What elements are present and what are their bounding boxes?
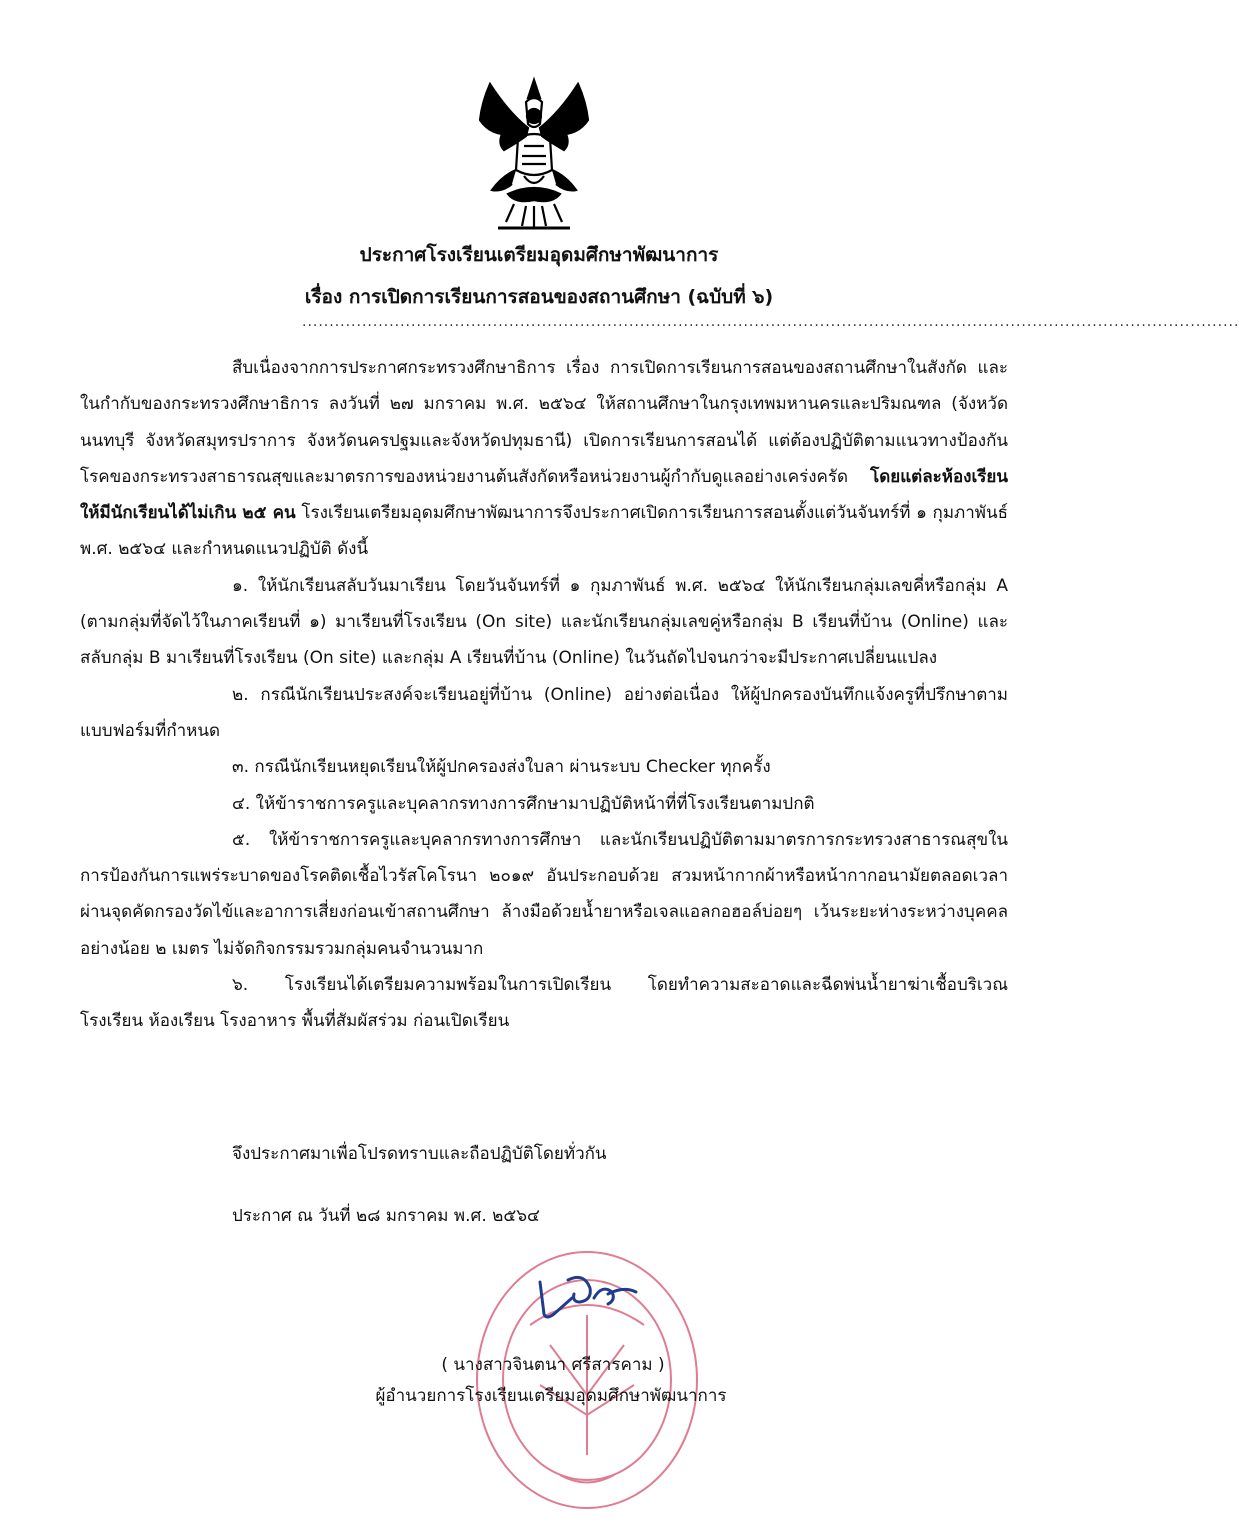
signer-name: ( นางสาวจินตนา ศรีสารคาม ) bbox=[441, 1355, 665, 1375]
class-size-rule: โดยแต่ละห้องเรียนให้มีนักเรียนได้ไม่เกิน ๒๕ คน bbox=[80, 466, 1008, 524]
announcement-date: ประกาศ ณ วันที่ ๒๘ มกราคม พ.ศ. ๒๕๖๔ bbox=[232, 1206, 540, 1226]
intro-paragraph: สืบเนื่องจากการประกาศกระทรวงศึกษาธิการ เรื่อง การเปิดการเรียนการสอนของสถานศึกษาในสังกัด และในกำกับของกระทรวงศึกษาธิการ ลงวันที่ ๒๗ มกราคม พ.ศ. ๒๕๖๔ ให้สถานศึกษาในกรุงเทพมหานครและปริมณฑล (จังหวัดนนทบุรี จังหวัดสมุทรปราการ จังหวัดนครปฐมและจังหวัดปทุมธานี) เปิดการเรียนการสอนได้ แต่ต้องปฏิบัติตามแนวทางป้องกันโรคของกระทรวงสาธารณสุขและมาตรการของหน่วยงานต้นสังกัดหรือหน่วยงานผู้กำกับดูแลอย่างเคร่งครัด โดยแต่ละห้องเรียนให้มีนักเรียนได้ไม่เกิน ๒๕ คน โรงเรียนเตรียมอุดมศึกษาพัฒนาการจึงประกาศเปิดการเรียนการสอนตั้งแต่วันจันทร์ที่ ๑ กุมภาพันธ์ พ.ศ. ๒๕๖๔ และกำหนดแนวปฏิบัติ ดังนี้ bbox=[80, 358, 1009, 560]
list-item: ๕. ให้ข้าราชการครูและบุคลากรทางการศึกษา และนักเรียนปฏิบัติตามมาตรการกระทรวงสาธารณสุขในการป้องกันการแพร่ระบาดของโรคติดเชื้อไวรัสโคโรนา ๒๐๑๙ อันประกอบด้วย สวมหน้ากากผ้าหรือหน้ากากอนามัยตลอดเวลา ผ่านจุดคัดกรองวัดไข้และอาการเสี่ยงก่อนเข้าสถานศึกษา ล้างมือด้วยน้ำยาหรือเจลแอลกอฮอล์บ่อยๆ เว้นระยะห่างระหว่างบุคคลอย่างน้อย ๒ เมตร ไม่จัดกิจกรรมรวมกลุ่มคนจำนวนมาก bbox=[80, 829, 1008, 959]
list-item: ๒. กรณีนักเรียนประสงค์จะเรียนอยู่ที่บ้าน (Online) อย่างต่อเนื่อง ให้ผู้ปกครองบันทึกแจ้งครูที่ปรึกษาตามแบบฟอร์มที่กำหนด bbox=[80, 684, 1008, 741]
garuda-emblem-icon bbox=[468, 72, 600, 234]
closing-statement: จึงประกาศมาเพื่อโปรดทราบและถือปฏิบัติโดยทั่วกัน bbox=[232, 1144, 607, 1164]
divider: ............................................................................................................................................................................ bbox=[302, 314, 1239, 330]
announcement-body bbox=[80, 350, 1008, 1040]
list-item: ๔. ให้ข้าราชการครูและบุคลากรทางการศึกษามาปฏิบัติหน้าที่ที่โรงเรียนตามปกติ bbox=[232, 793, 815, 814]
list-item: ๖. โรงเรียนได้เตรียมความพร้อมในการเปิดเรียน โดยทำความสะอาดและฉีดพ่นน้ำยาฆ่าเชื้อบริเวณโรงเรียน ห้องเรียน โรงอาหาร พื้นที่สัมผัสร่วม ก่อนเปิดเรียน bbox=[80, 975, 1008, 1032]
signer-position: ผู้อำนวยการโรงเรียนเตรียมอุดมศึกษาพัฒนาการ bbox=[375, 1386, 727, 1406]
list-item: ๓. กรณีนักเรียนหยุดเรียนให้ผู้ปกครองส่งใบลา ผ่านระบบ Checker ทุกครั้ง bbox=[232, 757, 771, 778]
announcement-subject: เรื่อง การเปิดการเรียนการสอนของสถานศึกษา (ฉบับที่ ๖) bbox=[304, 286, 774, 308]
signature-icon bbox=[532, 1268, 642, 1328]
list-item: ๑. ให้นักเรียนสลับวันมาเรียน โดยวันจันทร์ที่ ๑ กุมภาพันธ์ พ.ศ. ๒๕๖๔ ให้นักเรียนกลุ่มเลขคี่หรือกลุ่ม A (ตามกลุ่มที่จัดไว้ในภาคเรียนที่ ๑) มาเรียนที่โรงเรียน (On site) และนักเรียนกลุ่มเลขคู่หรือกลุ่ม B เรียนที่บ้าน (Online) และสลับกลุ่ม B มาเรียนที่โรงเรียน (On site) และกลุ่ม A เรียนที่บ้าน (Online) ในวันถัดไปจนกว่าจะมีประกาศเปลี่ยนแปลง bbox=[80, 575, 1008, 669]
announcement-title: ประกาศโรงเรียนเตรียมอุดมศึกษาพัฒนาการ bbox=[359, 244, 719, 266]
